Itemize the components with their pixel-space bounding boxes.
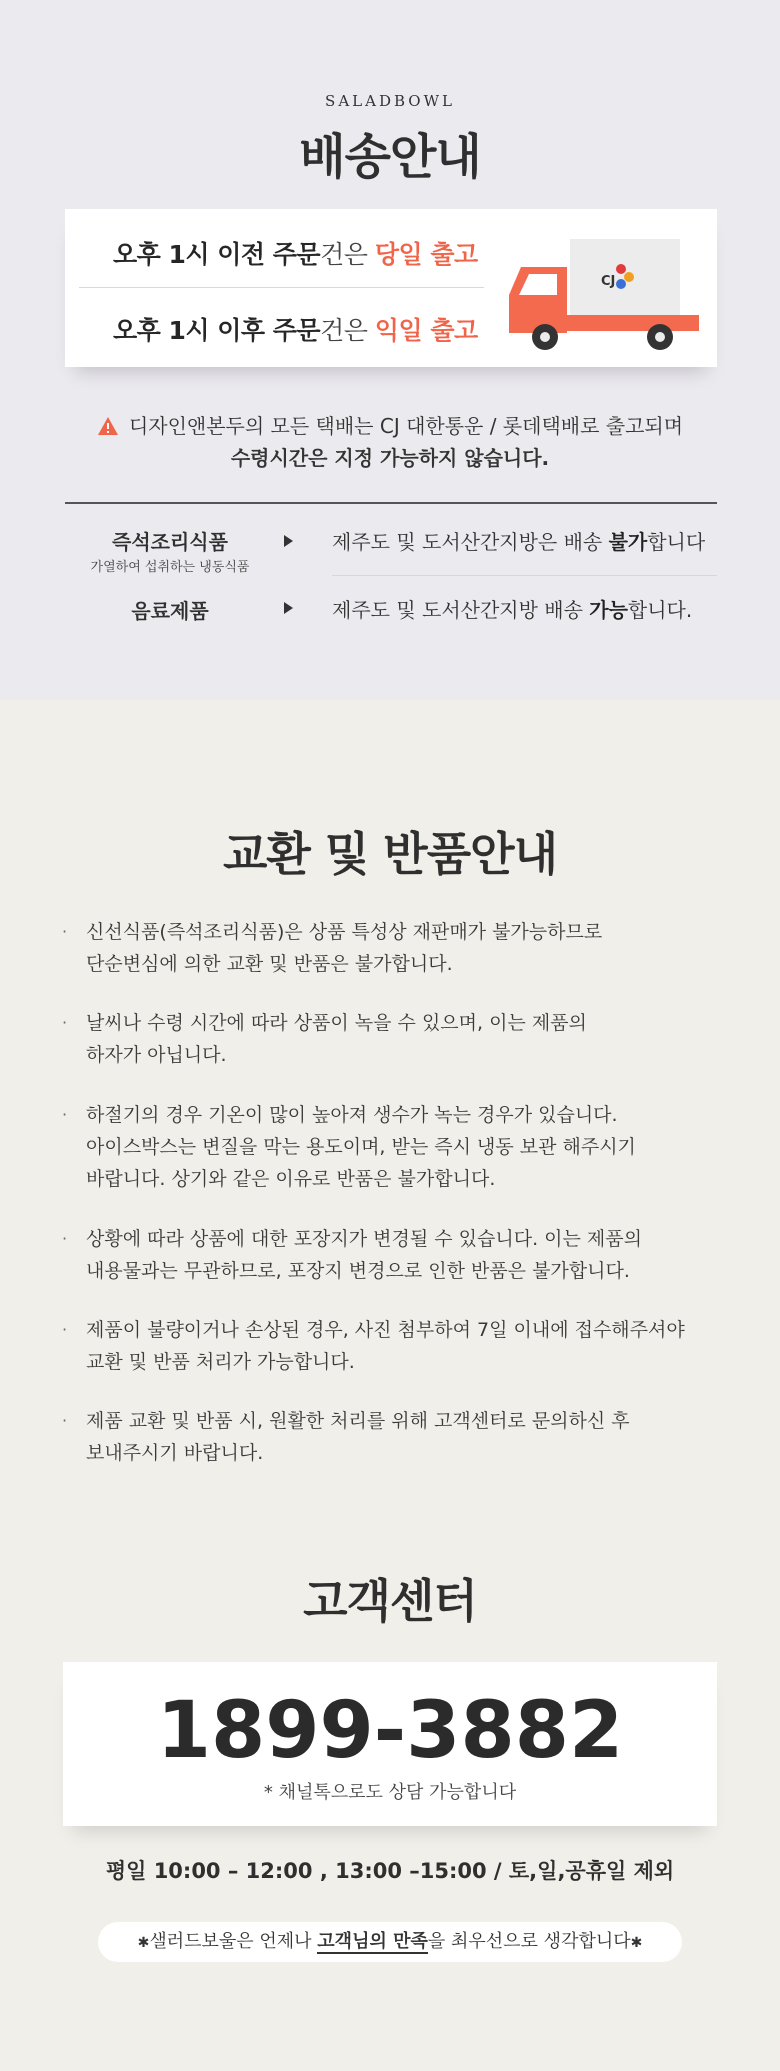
shipping-title: 배송안내	[299, 129, 481, 185]
notice-line-2: 수령시간은 지정 가능하지 않습니다.	[230, 446, 550, 470]
bullet: ·	[62, 1013, 68, 1032]
bullet: ·	[62, 1229, 68, 1248]
category-beverage: 음료제품	[131, 599, 209, 623]
warning-icon	[97, 416, 119, 436]
customer-center-title: 고객센터	[303, 1574, 477, 1628]
shipping-time-box	[65, 209, 717, 367]
list-item	[62, 1405, 742, 1469]
divider	[65, 502, 717, 504]
category-instant-food: 즉석조리식품	[112, 530, 228, 554]
list-item-line: 날씨나 수령 시간에 따라 상품이 녹을 수 있으며, 이는 제품의	[86, 1012, 587, 1034]
list-item-line: 단순변심에 의한 교환 및 반품은 불가합니다.	[86, 953, 453, 975]
list-item-line: 보내주시기 바랍니다.	[86, 1442, 264, 1464]
returns-title: 교환 및 반품안내	[222, 827, 558, 881]
rule-text-bold: 불가	[608, 530, 648, 554]
customer-center-box	[63, 1662, 717, 1826]
notice-line-1: 디자인앤본두의 모든 택배는 CJ 대한통운 / 롯데택배로 출고되며	[128, 414, 684, 438]
bullet: ·	[62, 922, 68, 941]
list-item-line: 신선식품(즉석조리식품)은 상품 특성상 재판매가 불가능하므로	[86, 921, 603, 943]
shipping-line-bold: 오후 1시 이후 주문	[113, 316, 321, 345]
bullet: ·	[62, 1411, 68, 1430]
satisfaction-banner	[98, 1922, 682, 1962]
star-icon: ✱	[630, 1935, 643, 1951]
same-day-dispatch: 당일 출고	[374, 240, 478, 269]
shipping-line-light: 건은	[320, 240, 375, 269]
courier-notice	[0, 410, 780, 474]
list-item-line: 교환 및 반품 처리가 가능합니다.	[86, 1351, 355, 1373]
rule-text-post: 합니다.	[627, 598, 693, 622]
list-item	[62, 1314, 742, 1378]
list-item-line: 상황에 따라 상품에 대한 포장지가 변경될 수 있습니다. 이는 제품의	[86, 1228, 642, 1250]
banner-text-pre: 샐러드보울은 언제나	[149, 1931, 318, 1952]
rule-instant-food	[332, 526, 705, 555]
divider	[332, 575, 717, 576]
list-item-line: 아이스박스는 변질을 막는 용도이며, 받는 즉시 냉동 보관 해주시기	[86, 1136, 636, 1158]
category-instant-food-desc: 가열하여 섭취하는 냉동식품	[90, 560, 250, 575]
list-item-line: 제품이 불량이거나 손상된 경우, 사진 첨부하여 7일 이내에 접수해주셔야	[86, 1319, 685, 1341]
list-item-line: 하절기의 경우 기온이 많이 높아져 생수가 녹는 경우가 있습니다.	[86, 1104, 618, 1126]
next-day-dispatch: 익일 출고	[374, 316, 478, 345]
list-item	[62, 1007, 742, 1071]
phone-number[interactable]: 1899-3882	[156, 1686, 624, 1776]
cj-logo-text: CJ	[601, 274, 616, 289]
shipping-line-bold: 오후 1시 이전 주문	[113, 240, 321, 269]
rule-text-post: 합니다	[647, 530, 706, 554]
list-item-line: 제품 교환 및 반품 시, 원활한 처리를 위해 고객센터로 문의하신 후	[86, 1410, 630, 1432]
star-icon: ✱	[137, 1935, 150, 1951]
business-hours: 평일 10:00 – 12:00 , 13:00 –15:00 / 토,일,공휴일 제외	[105, 1859, 675, 1883]
truck-icon	[505, 237, 715, 355]
list-item-line: 바랍니다. 상기와 같은 이유로 반품은 불가합니다.	[86, 1168, 496, 1190]
brand-name: SALADBOWL	[325, 92, 455, 110]
bullet: ·	[62, 1320, 68, 1339]
rule-text-pre: 제주도 및 도서산간지방은 배송	[332, 530, 609, 554]
bullet: ·	[62, 1105, 68, 1124]
arrow-right-icon	[284, 535, 293, 547]
shipping-line-before-1pm	[113, 235, 478, 271]
rule-beverage	[332, 594, 692, 623]
rule-text-bold: 가능	[589, 598, 628, 622]
shipping-line-light: 건은	[320, 316, 375, 345]
list-item-line: 하자가 아닙니다.	[86, 1044, 227, 1066]
arrow-right-icon	[284, 602, 293, 614]
list-item	[62, 916, 742, 980]
list-item-line: 내용물과는 무관하므로, 포장지 변경으로 인한 반품은 불가합니다.	[86, 1260, 630, 1282]
banner-text-post: 을 최우선으로 생각합니다	[427, 1931, 631, 1952]
divider	[79, 287, 484, 288]
shipping-line-after-1pm	[113, 311, 478, 347]
list-item	[62, 1099, 742, 1195]
channel-talk-note: * 채널톡으로도 상담 가능합니다	[263, 1782, 517, 1803]
list-item	[62, 1223, 742, 1287]
rule-text-pre: 제주도 및 도서산간지방 배송	[332, 598, 590, 622]
banner-text-emphasis: 고객님의 만족	[317, 1931, 428, 1952]
